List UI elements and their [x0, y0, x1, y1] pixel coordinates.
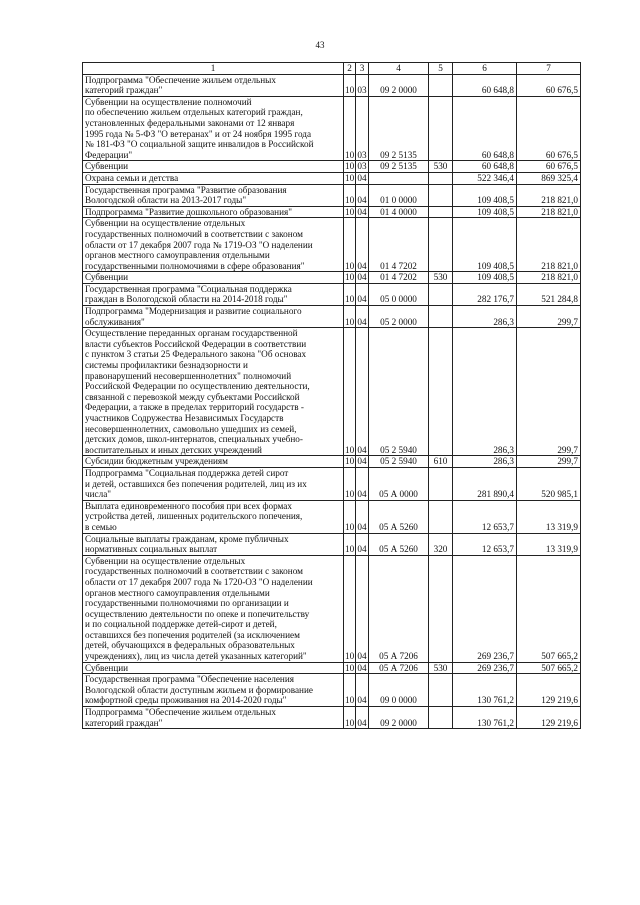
- amount-year-1-cell: 109 408,5: [453, 184, 517, 206]
- subsection-code-cell: 04: [356, 555, 369, 662]
- subsection-code-cell: 04: [356, 533, 369, 555]
- section-code-cell: 10: [344, 533, 356, 555]
- header-cell: 6: [453, 63, 517, 75]
- amount-year-1-cell: 60 648,8: [453, 74, 517, 96]
- section-code-cell: 10: [345, 206, 355, 217]
- table-row: [83, 74, 581, 96]
- subsection-code-cell: 03: [356, 74, 369, 96]
- subsection-code-cell: 04: [357, 456, 367, 467]
- amount-year-1-cell: 269 236,7: [453, 555, 517, 662]
- expense-type-cell: 530: [429, 272, 453, 284]
- amount-year-2-cell: 521 284,8: [517, 283, 581, 305]
- header-cell: 4: [369, 63, 429, 75]
- subsection-code-cell: 04: [357, 206, 367, 217]
- amount-year-2-cell: 60 676,5: [517, 74, 581, 96]
- target-article-cell: 01 4 0000: [369, 206, 429, 218]
- target-article-cell: 05 2 5940: [369, 456, 429, 468]
- expense-type-cell: [429, 283, 453, 305]
- table-row: [83, 500, 581, 533]
- amount-year-2-cell: 507 665,2: [517, 555, 581, 662]
- row-name-cell: Выплата единовременного пособия при всех формах устройства детей, лишенных родительского попечения, в семью: [83, 500, 344, 533]
- table-row: [83, 283, 581, 305]
- amount-year-1-cell: 286,3: [453, 328, 517, 456]
- amount-year-2-cell: 507 665,2: [517, 662, 581, 674]
- amount-year-2-cell: 13 319,9: [517, 533, 581, 555]
- amount-year-1-cell: 60 648,8: [453, 161, 517, 173]
- expense-type-cell: [429, 467, 453, 500]
- target-article-cell: [369, 172, 429, 184]
- target-article-cell: 09 2 5135: [369, 161, 429, 173]
- row-name-cell: Государственная программа "Развитие образования Вологодской области на 2013-2017 годы": [83, 184, 344, 206]
- amount-year-1-cell: 12 653,7: [453, 500, 517, 533]
- target-article-cell: 09 0 0000: [369, 674, 429, 707]
- section-code-cell: 10: [345, 161, 355, 172]
- table-row: [83, 306, 581, 328]
- row-name-cell: Субвенции на осуществление полномочий по обеспечению жильем отдельных категорий граждан, установленных федеральными законами от 12 января 1995 года № 5-ФЗ "О ветеранах" и от 24 ноября 1995 года № 181-ФЗ "О социальной защите инвалидов в Российской Федерации": [83, 96, 344, 161]
- table-row: [83, 206, 581, 218]
- expense-type-cell: [429, 74, 453, 96]
- expense-type-cell: [429, 172, 453, 184]
- table-row: [83, 467, 581, 500]
- amount-year-2-cell: 129 219,6: [517, 674, 581, 707]
- subsection-code-cell: 04: [356, 707, 369, 729]
- amount-year-1-cell: 130 761,2: [453, 707, 517, 729]
- amount-year-2-cell: 60 676,5: [517, 161, 581, 173]
- amount-year-2-cell: 869 325,4: [517, 172, 581, 184]
- section-code-cell: 10: [344, 467, 356, 500]
- row-name-cell: Подпрограмма "Обеспечение жильем отдельных категорий граждан": [83, 707, 344, 729]
- table-row: [83, 272, 581, 284]
- section-code-cell: 10: [344, 328, 356, 456]
- expense-type-cell: 610: [429, 456, 453, 468]
- row-name-cell: Подпрограмма "Обеспечение жильем отдельных категорий граждан": [83, 74, 344, 96]
- target-article-cell: 05 А 0000: [369, 467, 429, 500]
- table-row: [83, 218, 581, 272]
- target-article-cell: 01 4 7202: [369, 218, 429, 272]
- target-article-cell: 05 2 0000: [369, 306, 429, 328]
- row-name-cell: Подпрограмма "Модернизация и развитие социального обслуживания": [83, 306, 344, 328]
- section-code-cell: 10: [344, 306, 356, 328]
- table-header-row: [83, 63, 581, 75]
- subsection-code-cell: 04: [356, 283, 369, 305]
- page-number: 43: [315, 40, 325, 50]
- subsection-code-cell: 04: [357, 272, 367, 283]
- subsection-code-cell: 04: [356, 328, 369, 456]
- amount-year-1-cell: 60 648,8: [453, 96, 517, 161]
- expense-type-cell: [429, 206, 453, 218]
- amount-year-2-cell: 218 821,0: [517, 184, 581, 206]
- table-row: [83, 456, 581, 468]
- subsection-code-cell: 04: [356, 184, 369, 206]
- row-name-cell: Социальные выплаты гражданам, кроме публичных нормативных социальных выплат: [83, 533, 344, 555]
- table-row: [83, 555, 581, 662]
- expense-type-cell: 530: [429, 161, 453, 173]
- section-code-cell: 10: [344, 74, 356, 96]
- target-article-cell: 09 2 0000: [369, 707, 429, 729]
- subsection-code-cell: 04: [356, 218, 369, 272]
- expense-type-cell: [429, 184, 453, 206]
- subsection-code-cell: 03: [356, 96, 369, 161]
- amount-year-1-cell: 109 408,5: [453, 206, 517, 218]
- expense-type-cell: [429, 96, 453, 161]
- subsection-code-cell: 04: [356, 467, 369, 500]
- amount-year-1-cell: 269 236,7: [453, 662, 517, 674]
- row-name-cell: Субвенции: [83, 662, 344, 674]
- section-code-cell: 10: [344, 707, 356, 729]
- amount-year-1-cell: 109 408,5: [453, 218, 517, 272]
- table-row: [83, 707, 581, 729]
- row-name-cell: Охрана семьи и детства: [83, 172, 344, 184]
- section-code-cell: 10: [344, 674, 356, 707]
- section-code-cell: 10: [345, 172, 355, 183]
- expense-type-cell: [429, 218, 453, 272]
- subsection-code-cell: 04: [356, 674, 369, 707]
- row-name-cell: Подпрограмма "Социальная поддержка детей сирот и детей, оставшихся без попечения родителей, лиц из их числа": [83, 467, 344, 500]
- row-name-cell: Субвенции: [83, 272, 344, 284]
- expense-type-cell: [429, 555, 453, 662]
- section-code-cell: 10: [345, 272, 355, 283]
- target-article-cell: 05 0 0000: [369, 283, 429, 305]
- target-article-cell: 05 А 5260: [369, 500, 429, 533]
- section-code-cell: 10: [344, 218, 356, 272]
- header-cell: 2: [344, 63, 356, 75]
- table-row: [83, 161, 581, 173]
- subsection-code-cell: 04: [356, 306, 369, 328]
- table-row: [83, 533, 581, 555]
- section-code-cell: 10: [344, 500, 356, 533]
- section-code-cell: 10: [344, 555, 356, 662]
- amount-year-1-cell: 130 761,2: [453, 674, 517, 707]
- target-article-cell: 05 А 7206: [369, 555, 429, 662]
- row-name-cell: Субвенции: [83, 161, 344, 173]
- table-row: [83, 184, 581, 206]
- amount-year-1-cell: 12 653,7: [453, 533, 517, 555]
- row-name-cell: Осуществление переданных органам государственной власти субъектов Российской Федерации в соответствии с пунктом 3 статьи 25 Федерального закона "Об основах системы профилактики безнадзорности и правонарушений несовершеннолетних" полномочий Российской Федерации по осуществлению деятельности, связанной с перевозкой между субъектами Российской Федерации, а также в пределах территорий государств - участников Содружества Независимых Государств несовершеннолетних, самовольно ушедших из семей, детских домов, школ-интернатов, специальных учебно- воспитательных и иных детских учреждений: [83, 328, 344, 456]
- expense-type-cell: [429, 674, 453, 707]
- table-row: [83, 172, 581, 184]
- amount-year-1-cell: 522 346,4: [453, 172, 517, 184]
- expense-type-cell: [429, 500, 453, 533]
- amount-year-2-cell: 299,7: [517, 456, 581, 468]
- target-article-cell: 09 2 0000: [369, 74, 429, 96]
- section-code-cell: 10: [344, 184, 356, 206]
- header-cell: 1: [83, 63, 344, 75]
- amount-year-1-cell: 286,3: [453, 456, 517, 468]
- section-code-cell: 10: [345, 662, 355, 673]
- target-article-cell: 09 2 5135: [369, 96, 429, 161]
- target-article-cell: 05 2 5940: [369, 328, 429, 456]
- target-article-cell: 01 4 7202: [369, 272, 429, 284]
- amount-year-2-cell: 218 821,0: [517, 218, 581, 272]
- subsection-code-cell: 04: [357, 662, 367, 673]
- subsection-code-cell: 04: [356, 500, 369, 533]
- table-row: [83, 96, 581, 161]
- expense-type-cell: 530: [429, 662, 453, 674]
- row-name-cell: Субвенции на осуществление отдельных государственных полномочий в соответствии с законом области от 17 декабря 2007 года № 1719-ОЗ "О наделении органов местного самоуправления отдельными государственными полномочиями в сфере образования": [83, 218, 344, 272]
- header-cell: 3: [356, 63, 369, 75]
- expense-type-cell: [429, 707, 453, 729]
- row-name-cell: Государственная программа "Социальная поддержка граждан в Вологодской области на 2014-2018 годы": [83, 283, 344, 305]
- amount-year-2-cell: 299,7: [517, 328, 581, 456]
- section-code-cell: 10: [344, 283, 356, 305]
- row-name-cell: Субсидии бюджетным учреждениям: [83, 456, 344, 468]
- target-article-cell: 01 0 0000: [369, 184, 429, 206]
- row-name-cell: Субвенции на осуществление отдельных государственных полномочий в соответствии с законом области от 17 декабря 2007 года № 1720-ОЗ "О наделении органов местного самоуправления отдельными государственными полномочиями по организации и осуществлению деятельности по опеке и попечительству и по социальной поддержке детей-сирот и детей, оставшихся без попечения родителей (за исключением детей, обучающихся в федеральных образовательных учреждениях), лиц из числа детей указанных категорий": [83, 555, 344, 662]
- table-row: [83, 662, 581, 674]
- amount-year-2-cell: 299,7: [517, 306, 581, 328]
- amount-year-2-cell: 13 319,9: [517, 500, 581, 533]
- header-cell: 5: [429, 63, 453, 75]
- target-article-cell: 05 А 5260: [369, 533, 429, 555]
- expense-type-cell: [429, 328, 453, 456]
- amount-year-2-cell: 218 821,0: [517, 206, 581, 218]
- amount-year-2-cell: 60 676,5: [517, 96, 581, 161]
- amount-year-2-cell: 520 985,1: [517, 467, 581, 500]
- amount-year-1-cell: 281 890,4: [453, 467, 517, 500]
- expense-type-cell: [429, 306, 453, 328]
- amount-year-2-cell: 129 219,6: [517, 707, 581, 729]
- table-row: [83, 674, 581, 707]
- section-code-cell: 10: [345, 456, 355, 467]
- amount-year-1-cell: 109 408,5: [453, 272, 517, 284]
- subsection-code-cell: 04: [357, 172, 367, 183]
- expense-type-cell: 320: [429, 533, 453, 555]
- subsection-code-cell: 03: [357, 161, 367, 172]
- row-name-cell: Государственная программа "Обеспечение населения Вологодской области доступным жильем и формирование комфортной среды проживания на 2014-2020 годы": [83, 674, 344, 707]
- amount-year-2-cell: 218 821,0: [517, 272, 581, 284]
- target-article-cell: 05 А 7206: [369, 662, 429, 674]
- row-name-cell: Подпрограмма "Развитие дошкольного образования": [83, 206, 344, 218]
- budget-table: [82, 62, 581, 729]
- amount-year-1-cell: 286,3: [453, 306, 517, 328]
- table-row: [83, 328, 581, 456]
- header-cell: 7: [517, 63, 581, 75]
- section-code-cell: 10: [344, 96, 356, 161]
- amount-year-1-cell: 282 176,7: [453, 283, 517, 305]
